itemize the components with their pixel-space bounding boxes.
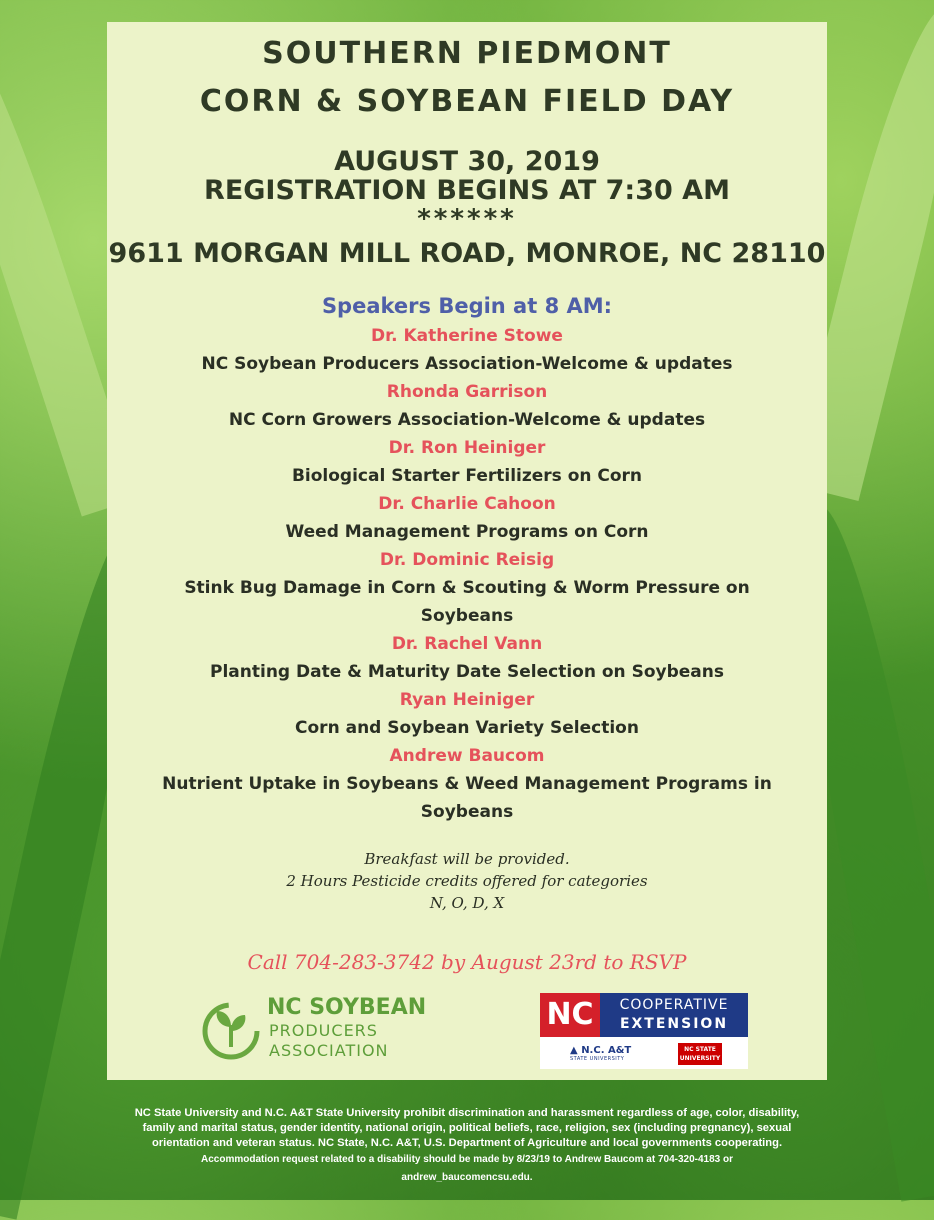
soybean-logo-line2: PRODUCERS: [269, 1021, 378, 1040]
event-address: 9611 MORGAN MILL ROAD, MONROE, NC 28110: [108, 238, 826, 269]
speaker-schedule: [107, 290, 827, 826]
footer-line: NC State University and N.C. A&T State University prohibit discrimination and harassment regardless of age, color, disability,: [134, 1107, 800, 1119]
speaker-topic-line-1: Nutrient Uptake in Soybeans & Weed Management Programs in: [162, 774, 772, 794]
separator: ******: [417, 204, 517, 234]
ncstate-logo: NC STATE UNIVERSITY: [678, 1043, 722, 1065]
leaf-icon: [199, 997, 263, 1061]
event-date: AUGUST 30, 2019: [334, 146, 600, 177]
nc-mark: NC: [540, 993, 600, 1037]
title-line-1: SOUTHERN PIEDMONT: [262, 36, 672, 71]
speaker-topic: NC Soybean Producers Association-Welcome & updates: [201, 354, 733, 374]
registration-time: REGISTRATION BEGINS AT 7:30 AM: [204, 175, 730, 206]
cooperative-extension-logo: [540, 993, 748, 1069]
speaker-name: Andrew Baucom: [389, 746, 545, 766]
ncat-logo: ▲ N.C. A&T STATE UNIVERSITY: [570, 1045, 632, 1062]
soybean-logo-line3: ASSOCIATION: [269, 1041, 389, 1060]
soybean-logo-title: NC SOYBEAN: [267, 995, 427, 1020]
speaker-topic: Planting Date & Maturity Date Selection on Soybeans: [210, 662, 724, 682]
speaker-name: Rhonda Garrison: [386, 382, 548, 402]
footer-email: andrew_baucomencsu.edu.: [401, 1172, 533, 1183]
speaker-topic-line-1: Stink Bug Damage in Corn & Scouting & Worm Pressure on: [184, 578, 750, 598]
speaker-topic: Biological Starter Fertilizers on Corn: [291, 466, 643, 486]
extension-line2: EXTENSION: [619, 1016, 729, 1032]
footer-line: family and marital status, gender identity, national origin, political beliefs, race, religion, sex (including pregnancy), sexual: [142, 1122, 792, 1134]
footer-accommodation: Accommodation request related to a disability should be made by 8/23/19 to Andrew Baucom at 704-320-4183 or: [200, 1154, 733, 1165]
speaker-topic: Weed Management Programs on Corn: [285, 522, 649, 542]
soybean-producers-logo: [199, 995, 427, 1067]
speaker-topic: Corn and Soybean Variety Selection: [295, 718, 639, 738]
speaker-name: Ryan Heiniger: [399, 690, 535, 710]
speaker-name: Dr. Dominic Reisig: [379, 550, 555, 570]
flyer-panel: [107, 22, 827, 1080]
speaker-name: Dr. Katherine Stowe: [371, 326, 563, 346]
notes-breakfast: Breakfast will be provided.: [364, 850, 570, 868]
speaker-topic: NC Corn Growers Association-Welcome & updates: [228, 410, 706, 430]
notes-categories: N, O, D, X: [429, 894, 505, 912]
notes-credits: 2 Hours Pesticide credits offered for categories: [286, 872, 648, 890]
title-line-2: CORN & SOYBEAN FIELD DAY: [199, 84, 735, 119]
schedule-heading: Speakers Begin at 8 AM:: [321, 294, 613, 318]
speaker-name: Dr. Charlie Cahoon: [378, 494, 556, 514]
extension-line1: COOPERATIVE: [619, 997, 729, 1013]
speaker-topic-line-2: Soybeans: [420, 802, 514, 822]
footer-line: orientation and veteran status. NC State, N.C. A&T, U.S. Department of Agriculture and local governments cooperating.: [151, 1137, 783, 1149]
rsvp-call: Call 704-283-3742 by August 23rd to RSVP: [247, 950, 687, 974]
nondiscrimination-footer: [60, 1106, 874, 1187]
speaker-topic-line-2: Soybeans: [420, 606, 514, 626]
speaker-name: Dr. Ron Heiniger: [388, 438, 546, 458]
event-notes: [107, 848, 827, 914]
speaker-name: Dr. Rachel Vann: [391, 634, 543, 654]
aggie-icon: ▲: [570, 1045, 578, 1056]
